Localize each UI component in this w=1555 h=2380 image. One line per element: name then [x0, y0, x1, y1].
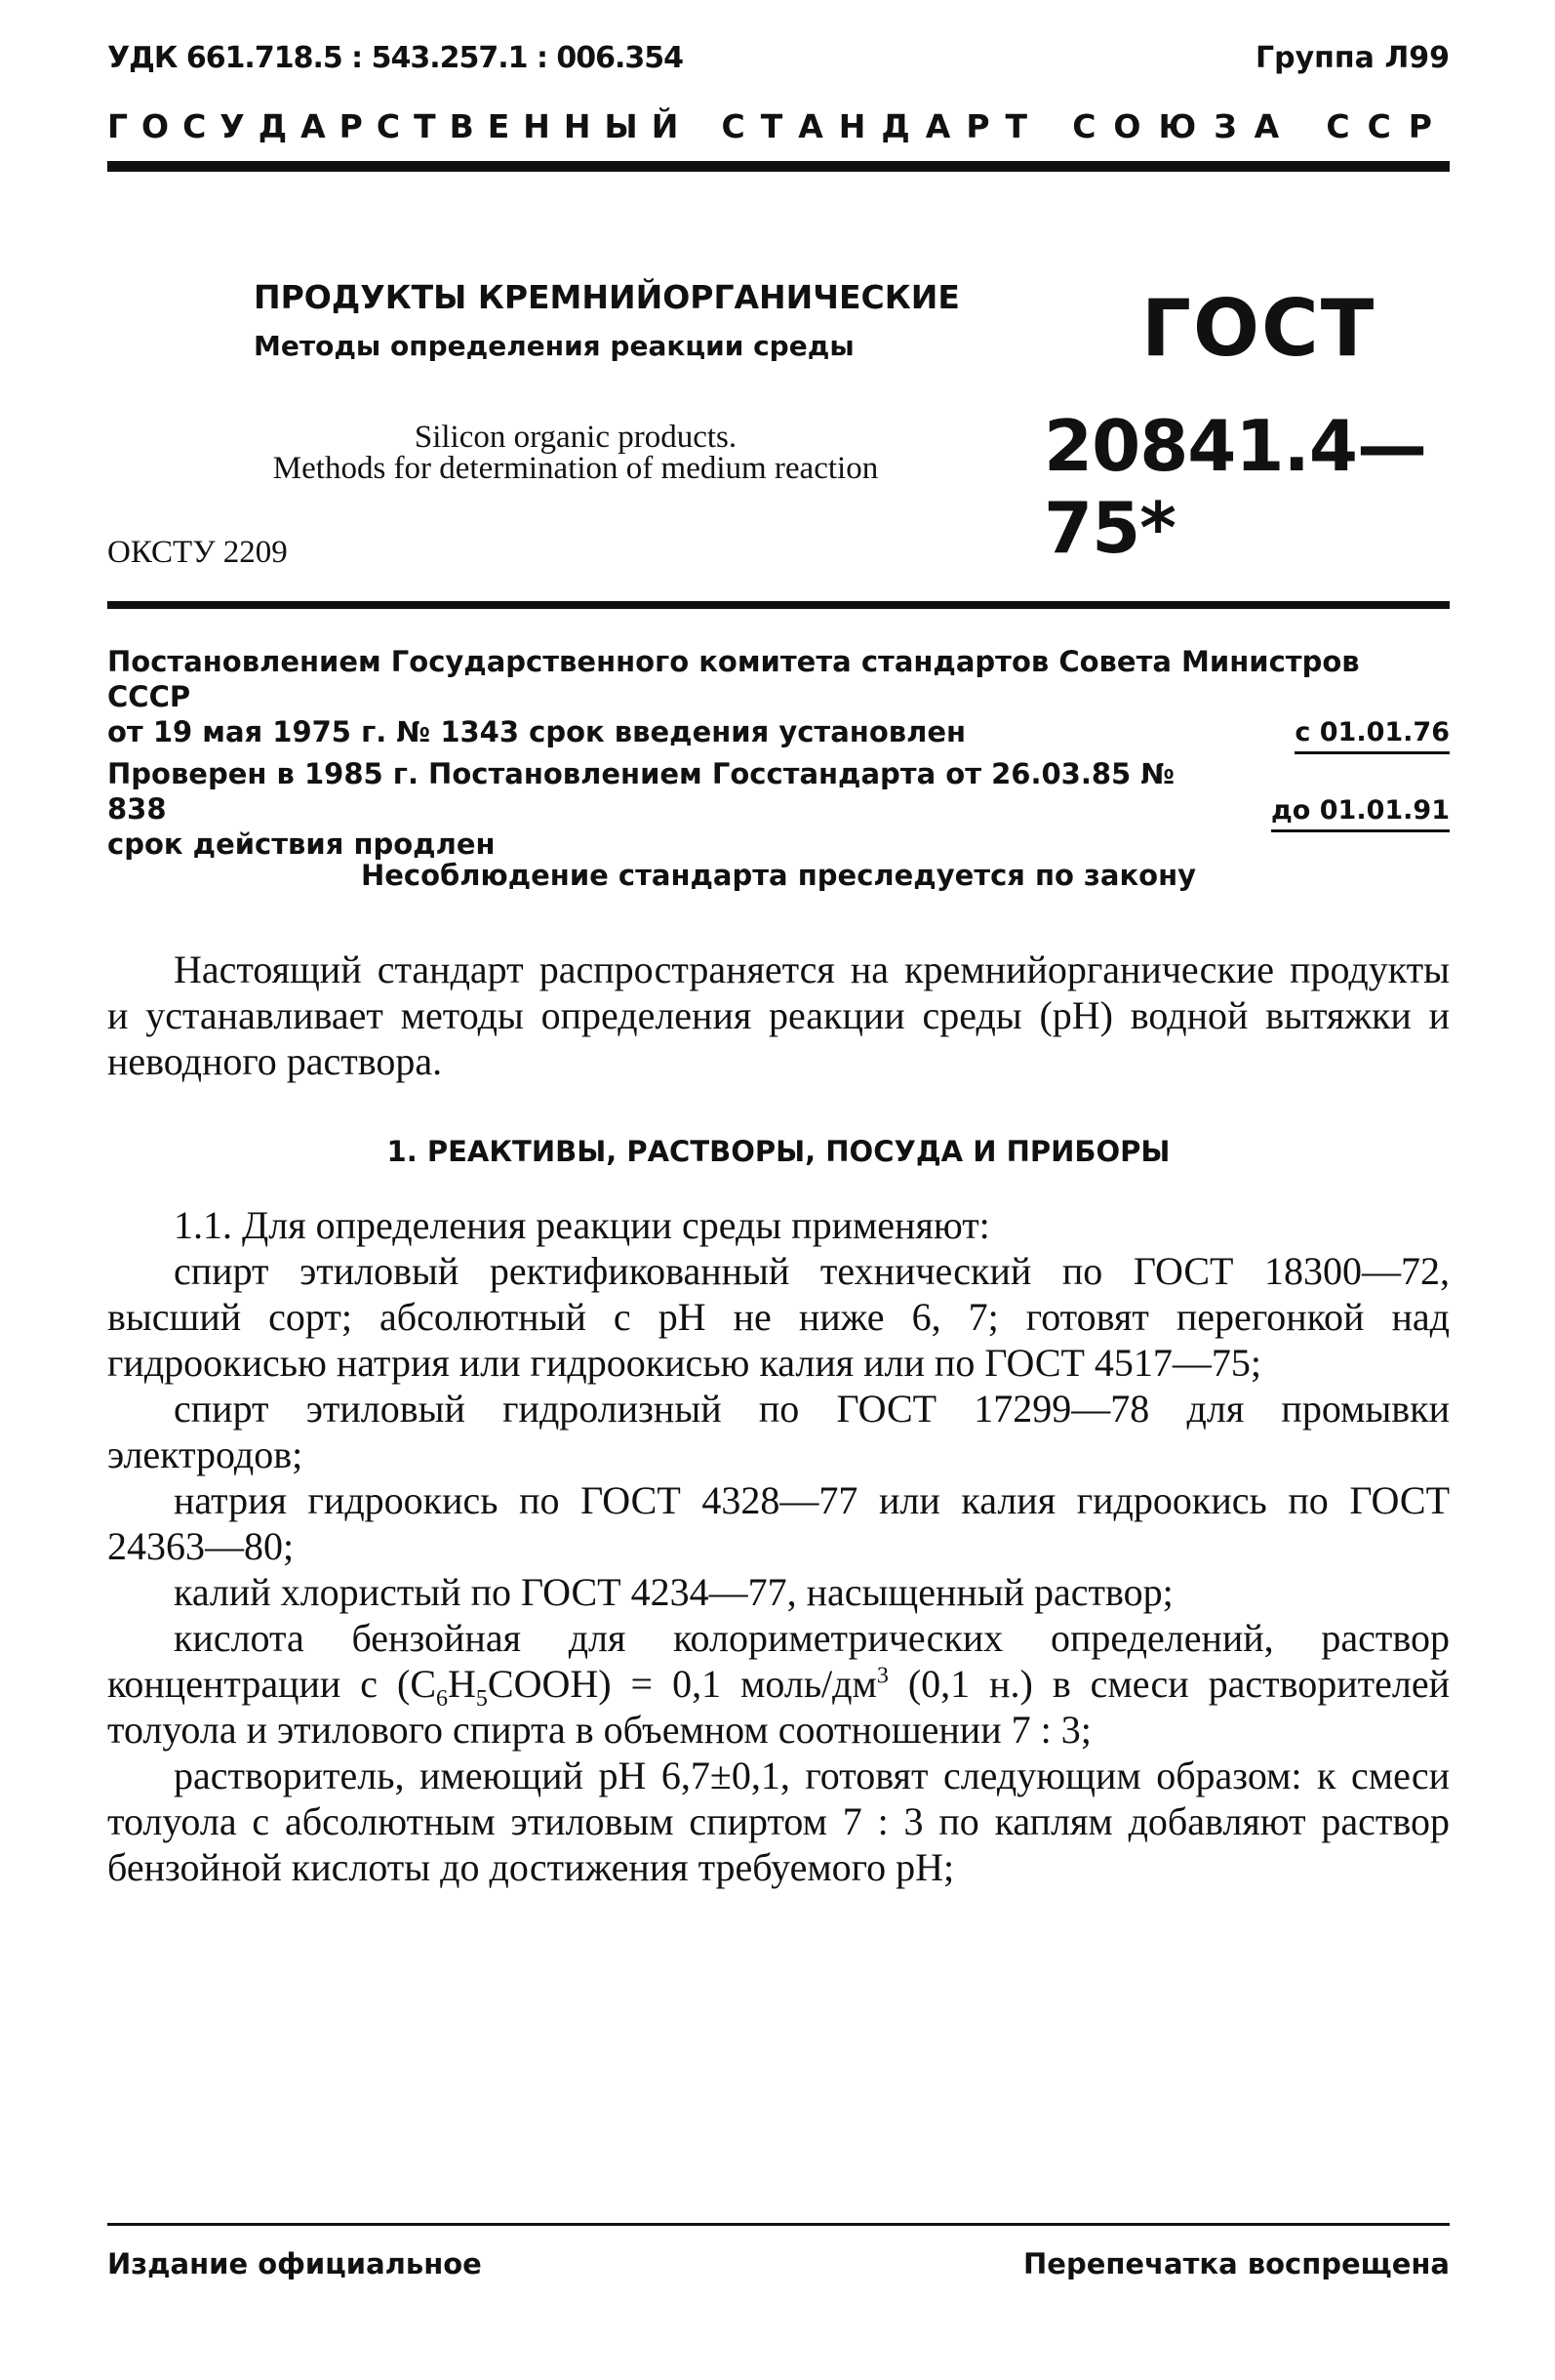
- superscript: 3: [876, 1663, 889, 1689]
- paragraph: спирт этиловый ректификованный технический по ГОСТ 18300—72, высший сорт; абсолютный с рН не ниже 6, 7; готовят перегонкой над гидроокисью натрия или гидроокисью калия или по ГОСТ 4517—75;: [107, 1249, 1450, 1385]
- date-to: [1271, 795, 1450, 826]
- english-subtitle: Methods for determination of medium reaction: [272, 451, 879, 486]
- text-run: (0,1 н.) в смеси растворителей толуола и этилового спирта в объемном соотношении 7 : 3;: [107, 1662, 1450, 1752]
- subscript: 5: [475, 1686, 488, 1712]
- date-from: [1295, 717, 1450, 747]
- decree-line: от 19 мая 1975 г. № 1343 срок введения установлен: [107, 715, 967, 748]
- paragraph: натрия гидроокись по ГОСТ 4328—77 или калия гидроокись по ГОСТ 24363—80;: [107, 1478, 1450, 1568]
- section-heading: 1. РЕАКТИВЫ, РАСТВОРЫ, ПОСУДА И ПРИБОРЫ: [386, 1135, 1171, 1168]
- section-body: [107, 1202, 1450, 1890]
- banner-word: СТАНДАРТ: [721, 107, 1044, 145]
- checked-text: [107, 756, 1229, 862]
- group-code: Группа Л99: [1256, 41, 1450, 75]
- checked-line: Проверен в 1985 г. Постановлением Госстандарта от 26.03.85 № 838: [107, 757, 1176, 826]
- decree-text: [107, 644, 1450, 749]
- header-rule: [107, 161, 1450, 172]
- english-title: Silicon organic products.: [414, 420, 738, 455]
- footer-reprint: Перепечатка воспрещена: [1023, 2247, 1450, 2280]
- gost-label: ГОСТ: [1141, 283, 1376, 374]
- title-rule: [107, 601, 1450, 609]
- intro-text: Настоящий стандарт распространяется на кремнийорганические продукты и устанавливает методы определения реакции среды (рН) водной вытяжки и неводного раствора.: [107, 948, 1450, 1083]
- paragraph: спирт этиловый гидролизный по ГОСТ 17299—78 для промывки электродов;: [107, 1387, 1450, 1476]
- paragraph: 1.1. Для определения реакции среды применяют:: [174, 1203, 990, 1247]
- text-run: COOH) = 0,1 моль/дм: [487, 1662, 877, 1706]
- intro-paragraph: [107, 947, 1450, 1084]
- document-subtitle: Методы определения реакции среды: [254, 330, 855, 362]
- paragraph: растворитель, имеющий рН 6,7±0,1, готовят следующим образом: к смеси толуола с абсолютным этиловым спиртом 7 : 3 по каплям добавляют раствор бензойной кислоты до достижения требуемого рН;: [107, 1754, 1450, 1889]
- law-notice: Несоблюдение стандарта преследуется по закону: [360, 859, 1197, 892]
- footer-edition: Издание официальное: [107, 2247, 482, 2280]
- decree-line: Постановлением Государственного комитета стандартов Совета Министров СССР: [107, 645, 1360, 713]
- banner-word: ГОСУДАРСТВЕННЫЙ: [107, 107, 693, 145]
- standard-banner: [107, 107, 1450, 145]
- text-run: кислота бензойная для колориметрических определений, раствор концентрации с (C: [107, 1616, 1450, 1706]
- banner-word: ССР: [1326, 107, 1450, 145]
- banner-word: СОЮЗА: [1072, 107, 1297, 145]
- paragraph: калий хлористый по ГОСТ 4234—77, насыщенный раствор;: [174, 1570, 1174, 1614]
- gost-number: 20841.4—75*: [1044, 405, 1426, 569]
- okstu-code: ОКСТУ 2209: [107, 535, 288, 570]
- udk-code: УДК 661.718.5 : 543.257.1 : 006.354: [107, 41, 684, 75]
- document-title: ПРОДУКТЫ КРЕМНИЙОРГАНИЧЕСКИЕ: [254, 278, 960, 316]
- subscript: 6: [436, 1686, 449, 1712]
- footer-rule: [107, 2223, 1450, 2226]
- text-run: H: [448, 1662, 476, 1706]
- paragraph-formula: [107, 1615, 1450, 1753]
- date-from-value: с 01.01.76: [1295, 717, 1450, 754]
- checked-line: срок действия продлен: [107, 827, 496, 861]
- date-to-value: до 01.01.91: [1271, 795, 1450, 832]
